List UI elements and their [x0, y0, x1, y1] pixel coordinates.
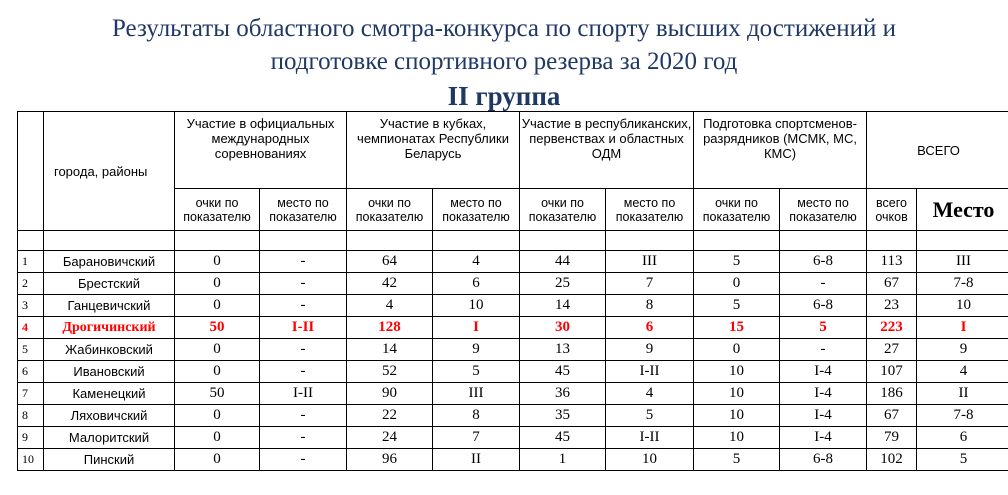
row-value: 9 [917, 339, 1008, 361]
row-value: 10 [917, 295, 1008, 317]
row-value: 10 [433, 295, 520, 317]
row-value: 1 [520, 449, 606, 471]
row-value: 8 [433, 405, 520, 427]
row-value: 5 [433, 361, 520, 383]
header-place: место по показателю [606, 189, 694, 231]
row-value: 5 [917, 449, 1008, 471]
row-city: Дрогичинский [44, 317, 175, 339]
row-value: I-4 [780, 361, 867, 383]
row-value: 44 [520, 251, 606, 273]
row-value: - [260, 339, 347, 361]
header-points: очки по показателю [520, 189, 606, 231]
table-row [18, 317, 1008, 339]
row-value: 6 [917, 427, 1008, 449]
row-value: 36 [520, 383, 606, 405]
row-value: 0 [175, 427, 260, 449]
row-number: 9 [18, 427, 44, 449]
report-title-line-1: Результаты областного смотра-конкурса по спорту высших достижений и [111, 15, 897, 42]
row-value: 23 [867, 295, 917, 317]
header-number-cell [18, 112, 44, 231]
row-value: 6 [606, 317, 694, 339]
row-value: 107 [867, 361, 917, 383]
row-value: 67 [867, 405, 917, 427]
row-value: 186 [867, 383, 917, 405]
row-value: 5 [694, 449, 780, 471]
row-value: 128 [347, 317, 433, 339]
row-value: 79 [867, 427, 917, 449]
row-value: 15 [694, 317, 780, 339]
row-value: 5 [694, 295, 780, 317]
row-value: - [260, 361, 347, 383]
row-value: 22 [347, 405, 433, 427]
row-value: 35 [520, 405, 606, 427]
row-value: 50 [175, 317, 260, 339]
header-city: города, районы [44, 112, 175, 231]
row-city: Каменецкий [44, 383, 175, 405]
group-heading: II группа [447, 81, 561, 111]
row-value: 7 [433, 427, 520, 449]
row-value: 14 [347, 339, 433, 361]
row-value: 9 [606, 339, 694, 361]
header-total-points: всего очков [867, 189, 917, 231]
row-city: Ивановский [44, 361, 175, 383]
row-value: II [433, 449, 520, 471]
row-value: 45 [520, 427, 606, 449]
row-city: Барановичский [44, 251, 175, 273]
row-value: 223 [867, 317, 917, 339]
header-republican: Участие в республиканских, первенствах и областных ОДМ [520, 112, 694, 189]
row-value: I-4 [780, 405, 867, 427]
row-value: 6 [433, 273, 520, 295]
row-value: 113 [867, 251, 917, 273]
table-row [18, 427, 1008, 449]
row-number: 5 [18, 339, 44, 361]
row-number: 6 [18, 361, 44, 383]
header-international: Участие в официальных международных соревнованиях [175, 112, 347, 189]
row-value: I-II [260, 383, 347, 405]
header-place: место по показателю [780, 189, 867, 231]
header-place: место по показателю [433, 189, 520, 231]
row-number: 8 [18, 405, 44, 427]
row-value: 10 [694, 361, 780, 383]
row-value: 0 [175, 295, 260, 317]
row-value: I [433, 317, 520, 339]
row-value: 25 [520, 273, 606, 295]
row-value: III [606, 251, 694, 273]
row-value: 7-8 [917, 405, 1008, 427]
row-value: - [260, 449, 347, 471]
header-final-place: Место [917, 189, 1008, 231]
row-value: 102 [867, 449, 917, 471]
row-value: 6-8 [780, 295, 867, 317]
row-value: III [917, 251, 1008, 273]
row-value: 5 [694, 251, 780, 273]
row-value: 13 [520, 339, 606, 361]
row-value: I-4 [780, 427, 867, 449]
row-city: Ганцевичский [44, 295, 175, 317]
results-table [17, 111, 1008, 471]
row-value: 9 [433, 339, 520, 361]
row-city: Малоритский [44, 427, 175, 449]
row-value: I [917, 317, 1008, 339]
row-value: 14 [520, 295, 606, 317]
row-value: 10 [694, 427, 780, 449]
row-value: 42 [347, 273, 433, 295]
header-total: ВСЕГО [867, 112, 1008, 189]
row-value: 4 [347, 295, 433, 317]
row-value: - [780, 339, 867, 361]
row-number: 7 [18, 383, 44, 405]
table-row [18, 339, 1008, 361]
spacer-row [18, 231, 1008, 251]
row-value: 10 [606, 449, 694, 471]
row-number: 10 [18, 449, 44, 471]
row-number: 4 [18, 317, 44, 339]
row-value: 5 [780, 317, 867, 339]
row-value: 7-8 [917, 273, 1008, 295]
table-row [18, 295, 1008, 317]
row-value: 30 [520, 317, 606, 339]
table-row [18, 251, 1008, 273]
row-value: 0 [694, 273, 780, 295]
row-value: II [917, 383, 1008, 405]
row-value: 0 [175, 251, 260, 273]
header-preparation: Подготовка спортсменов-разрядников (МСМК, МС, КМС) [694, 112, 867, 189]
row-value: 10 [694, 383, 780, 405]
row-value: 52 [347, 361, 433, 383]
row-value: 0 [175, 339, 260, 361]
row-number: 3 [18, 295, 44, 317]
row-value: I-II [260, 317, 347, 339]
row-value: 6-8 [780, 251, 867, 273]
row-value: 4 [433, 251, 520, 273]
row-value: 67 [867, 273, 917, 295]
row-value: - [260, 273, 347, 295]
row-value: III [433, 383, 520, 405]
row-value: 0 [175, 405, 260, 427]
row-value: I-II [606, 427, 694, 449]
row-value: 0 [694, 339, 780, 361]
table-row [18, 361, 1008, 383]
row-value: 0 [175, 361, 260, 383]
row-value: - [260, 427, 347, 449]
row-city: Ляховичский [44, 405, 175, 427]
row-value: 8 [606, 295, 694, 317]
row-value: - [260, 405, 347, 427]
row-city: Брестский [44, 273, 175, 295]
row-value: - [260, 295, 347, 317]
row-value: 6-8 [780, 449, 867, 471]
row-value: 0 [175, 273, 260, 295]
row-value: 4 [606, 383, 694, 405]
row-value: I-II [606, 361, 694, 383]
header-place: место по показателю [260, 189, 347, 231]
row-value: 96 [347, 449, 433, 471]
row-value: 90 [347, 383, 433, 405]
table-row [18, 273, 1008, 295]
row-value: 7 [606, 273, 694, 295]
table-row [18, 405, 1008, 427]
row-value: 10 [694, 405, 780, 427]
row-city: Пинский [44, 449, 175, 471]
row-value: 4 [917, 361, 1008, 383]
row-number: 1 [18, 251, 44, 273]
report-title-line-2: подготовке спортивного резерва за 2020 год [270, 48, 738, 75]
row-city: Жабинковский [44, 339, 175, 361]
row-value: - [260, 251, 347, 273]
row-value: 24 [347, 427, 433, 449]
row-value: 45 [520, 361, 606, 383]
header-points: очки по показателю [694, 189, 780, 231]
table-row [18, 449, 1008, 471]
row-value: 50 [175, 383, 260, 405]
row-value: 5 [606, 405, 694, 427]
header-row-main [18, 112, 1008, 189]
row-value: 27 [867, 339, 917, 361]
row-value: 0 [175, 449, 260, 471]
header-points: очки по показателю [347, 189, 433, 231]
row-value: - [780, 273, 867, 295]
row-value: 64 [347, 251, 433, 273]
row-value: I-4 [780, 383, 867, 405]
header-cups: Участие в кубках, чемпионатах Республики Беларусь [347, 112, 520, 189]
row-number: 2 [18, 273, 44, 295]
table-row [18, 383, 1008, 405]
header-points: очки по показателю [175, 189, 260, 231]
